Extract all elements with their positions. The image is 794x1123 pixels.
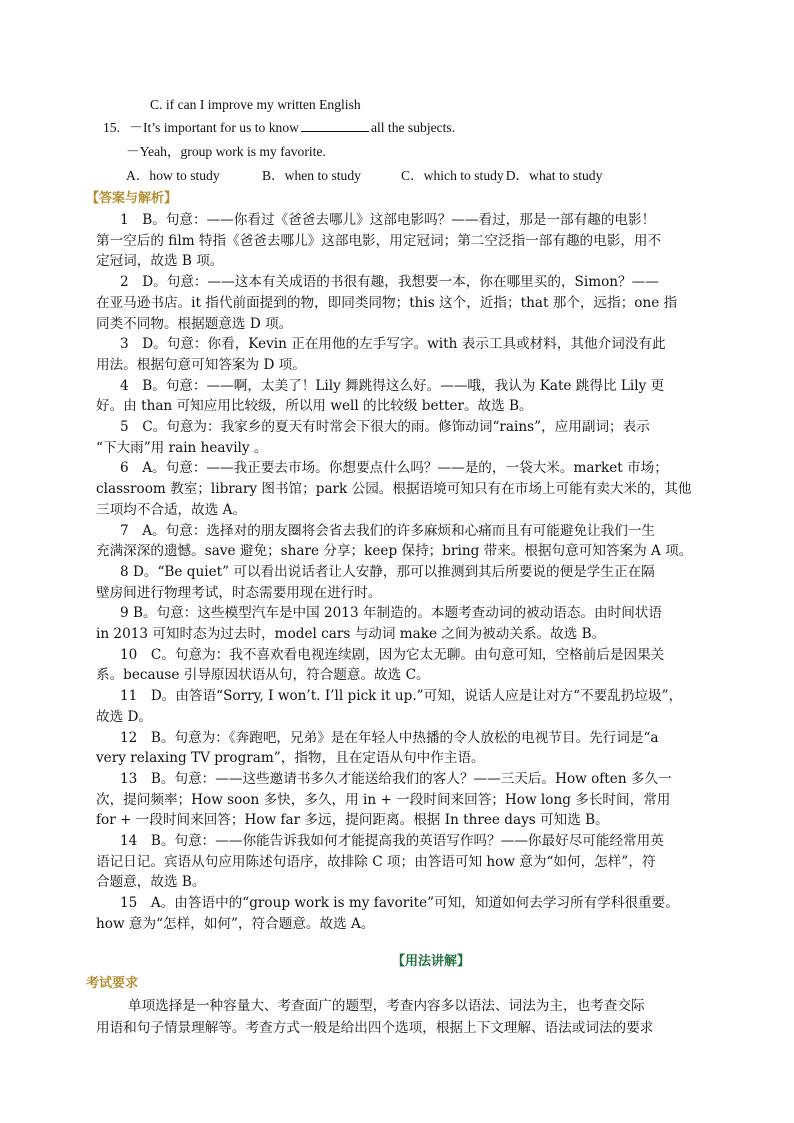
option-c: C．which to study — [401, 168, 504, 183]
answer-line: 第一空后的 film 特指《爸爸去哪儿》这部电影，用定冠词；第二空泛指一部有趣的电影，用不 — [96, 233, 662, 249]
question-15-reply: －Yeah，group work is my favorite. — [126, 144, 326, 159]
question-15-line1-after: all the subjects. — [370, 120, 456, 135]
option-a: A．how to study — [126, 168, 220, 183]
answer-line: 13 B。句意：——这些邀请书多久才能送给我们的客人？——三天后。How often 多久一 — [120, 771, 672, 787]
option-b: B．when to study — [262, 168, 361, 183]
answer-line: 合题意，故选 B。 — [96, 874, 206, 890]
answer-line: classroom 教室；library 图书馆；park 公园。根据语境可知只有在市场上可能有卖大米的，其他 — [96, 481, 692, 497]
answer-blank — [301, 118, 369, 132]
answer-line: very relaxing TV program”，指物，且在定语从句中作主语。 — [96, 750, 485, 766]
question-15-number: 15. — [103, 120, 120, 135]
question-14-option-c: C. if can I improve my written English — [150, 97, 361, 112]
answer-line: how 意为“怎样，如何”，符合题意。故选 A。 — [96, 916, 375, 932]
answer-line: 壁房间进行物理考试，时态需要用现在进行时。 — [96, 585, 382, 601]
answer-line: “下大雨”用 rain heavily 。 — [96, 440, 268, 456]
answer-line: 2 D。句意：——这本有关成语的书很有趣，我想要一本，你在哪里买的，Simon？—— — [120, 274, 659, 290]
answer-line: 7 A。句意：选择对的朋友圈将会省去我们的许多麻烦和心痛而且有可能避免让我们一生 — [120, 523, 656, 539]
answer-line: 三项均不合适，故选 A。 — [96, 502, 247, 518]
exam-requirements-line-2: 用语和句子情景理解等。考查方式一般是给出四个选项，根据上下文理解、语法或词法的要求 — [96, 1020, 654, 1036]
answer-line: 定冠词，故选 B 项。 — [96, 253, 224, 269]
exam-requirements-heading: 考试要求 — [86, 976, 139, 991]
answer-line: 3 D。句意：你看，Kevin 正在用他的左手写字。with 表示工具或材料，其他介词没有此 — [120, 336, 666, 352]
answer-line: 4 B。句意：——啊，太美了！Lily 舞跳得这么好。——哦，我认为 Kate 跳得比 Lily 更 — [120, 378, 665, 394]
answer-line: 充满深深的遗憾。save 避免；share 分享；keep 保持；bring 带来。根据句意可知答案为 A 项。 — [96, 543, 693, 559]
answer-line: 1 B。句意：——你看过《爸爸去哪儿》这部电影吗？——看过，那是一部有趣的电影！ — [120, 212, 656, 228]
answers-heading: 【答案与解析】 — [86, 191, 178, 206]
option-d: D．what to study — [505, 168, 603, 183]
question-15-stem — [103, 118, 455, 138]
answer-line: 5 C。句意为：我家乡的夏天有时常会下很大的雨。修饰动词“rains”，应用副词；表示 — [120, 419, 650, 435]
answer-line: 好。由 than 可知应用比较级，所以用 well 的比较级 better。故选 B。 — [96, 398, 533, 414]
exam-requirements-line-1: 单项选择是一种容量大、考查面广的题型，考查内容多以语法、词法为主，也考查交际 — [128, 998, 645, 1014]
question-15-line1-before: －It’s important for us to know — [129, 120, 299, 135]
answer-line: 10 C。句意为：我不喜欢看电视连续剧，因为它太无聊。由句意可知，空格前后是因果关 — [120, 647, 665, 663]
answer-line: 语记日记。宾语从句应用陈述句语序，故排除 C 项；由答语可知 how 意为“如何，怎样”，符 — [96, 854, 656, 870]
answer-line: 6 A。句意：——我正要去市场。你想要点什么吗？——是的，一袋大米。market 市场； — [120, 460, 668, 476]
answer-line: 次，提问频率；How soon 多快，多久，用 in + 一段时间来回答；How long 多长时间，常用 — [96, 792, 671, 808]
answer-line: 15 A。由答语中的“group work is my favorite”可知，知道如何去学习所有学科很重要。 — [120, 895, 679, 911]
answer-line: 8 D。“Be quiet” 可以看出说话者让人安静，那可以推测到其后所要说的便是学生正在隔 — [120, 564, 655, 580]
question-15-options — [126, 166, 602, 186]
answer-line: in 2013 可知时态为过去时，model cars 与动词 make 之间为被动关系。故选 B。 — [96, 626, 606, 642]
answer-line: 系。because 引导原因状语从句，符合题意。故选 C。 — [96, 667, 430, 683]
answer-line: 11 D。由答语“Sorry, I won’t. I’ll pick it up.”可知，说话人应是让对方“不要乱扔垃圾”， — [120, 688, 683, 704]
answer-line: 14 B。句意：——你能告诉我如何才能提高我的英语写作吗？——你最好尽可能经常用英 — [120, 833, 664, 849]
usage-heading: 【用法讲解】 — [392, 954, 471, 969]
answer-line: 用法。根据句意可知答案为 D 项。 — [96, 357, 306, 373]
answer-line: 故选 D。 — [96, 709, 153, 725]
answer-line: for + 一段时间来回答；How far 多远，提问距离。根据 In three days 可知选 B。 — [96, 812, 609, 828]
answer-line: 同类不同物。根据题意选 D 项。 — [96, 316, 293, 332]
answer-line: 12 B。句意为：《奔跑吧，兄弟》是在年轻人中热播的令人放松的电视节目。先行词是“a — [120, 730, 659, 746]
answer-line: 9 B。句意：这些模型汽车是中国 2013 年制造的。本题考查动词的被动语态。由时间状语 — [120, 605, 662, 621]
answer-line: 在亚马逊书店。it 指代前面提到的物，即同类同物；this 这个，近指；that 那个，远指；one 指 — [96, 295, 678, 311]
